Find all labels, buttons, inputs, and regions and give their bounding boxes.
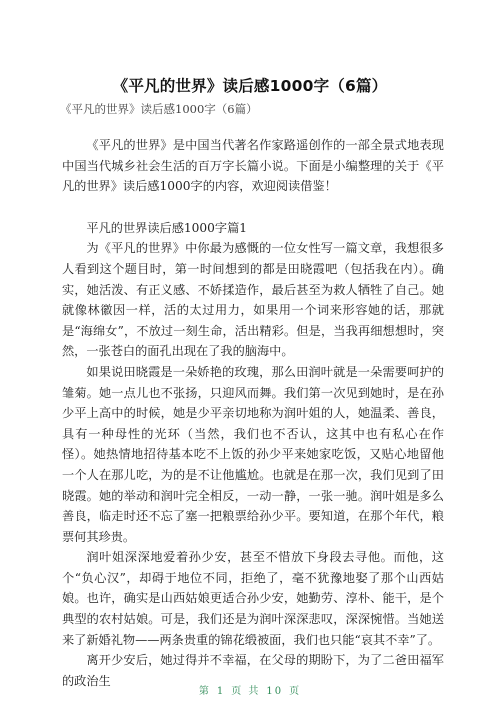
footer-suffix: 页: [289, 686, 302, 697]
footer-total-pages: 10: [266, 686, 284, 697]
footer-prefix: 第: [198, 686, 211, 697]
page-footer: [0, 682, 500, 697]
body-paragraph-1: 为《平凡的世界》中你最为感慨的一位女性写一篇文章，我想很多人看到这个题目时，第一时间想到的都是田晓霞吧（包括我在内）。确实，她活泼、有正义感、不娇揉造作，最后甚至为救人牺牲了自己。她就像林徽因一样，活的太过用力，如果用一个词来形容她的话，那就是“海绵女”，不放过一刻生命，活出精彩。但是，当我再细想想时，突然，一张苍白的面孔出现在了我的脑海中。: [62, 241, 444, 359]
body-paragraph-4: 离开少安后，她过得并不幸福，在父母的期盼下，为了二爸田福军的政治生: [62, 653, 444, 688]
body-paragraph-3: 润叶姐深深地爱着孙少安，甚至不惜放下身段去寻他。而他，这个“负心汉”，却碍于地位不同，拒绝了，毫不犹豫地娶了那个山西姑娘。也许，确实是山西姑娘更适合孙少安，她勤劳、淳朴、能干，是个典型的农村姑娘。可是，我们还是为润叶深深悲叹，深深惋惜。当她送来了新婚礼物——两条贵重的锦花缎被面，我们也只能“哀其不幸”了。: [62, 550, 444, 647]
document-subtitle: 《平凡的世界》读后感1000字（6篇）: [60, 102, 258, 116]
body-paragraph-2: 如果说田晓霞是一朵娇艳的玫瑰，那么田润叶就是一朵需要呵护的雏菊。她一点儿也不张扬，只迎风而舞。我们第一次见到她时，是在孙少平上高中的时候，她是少平亲切地称为润叶姐的人，她温柔、善良，具有一种母性的光环（当然，我们也不否认，这其中也有私心在作怪）。她热情地招待基本吃不上饭的孙少平来她家吃饭，又贴心地留他一个人在那儿吃，为的是不让他尴尬。也就是在那一次，我们见到了田晓霞。她的举动和润叶完全相反，一动一静，一张一驰。润叶姐是多么善良，临走时还不忘了塞一把粮票给孙少平。要知道，在那个年代，粮票何其珍贵。: [62, 364, 444, 544]
document-title: 《平凡的世界》读后感1000字（6篇）: [112, 77, 388, 95]
footer-page-number: 1: [216, 686, 226, 697]
document-body: [62, 135, 444, 691]
intro-paragraph: 《平凡的世界》是中国当代著名作家路遥创作的一部全景式地表现中国当代城乡社会生活的百万字长篇小说。下面是小编整理的关于《平凡的世界》读后感1000字的内容，欢迎阅读借鉴！: [62, 138, 444, 194]
section-heading: 平凡的世界读后感1000字篇1: [86, 220, 248, 235]
footer-middle: 页 共: [231, 686, 261, 697]
